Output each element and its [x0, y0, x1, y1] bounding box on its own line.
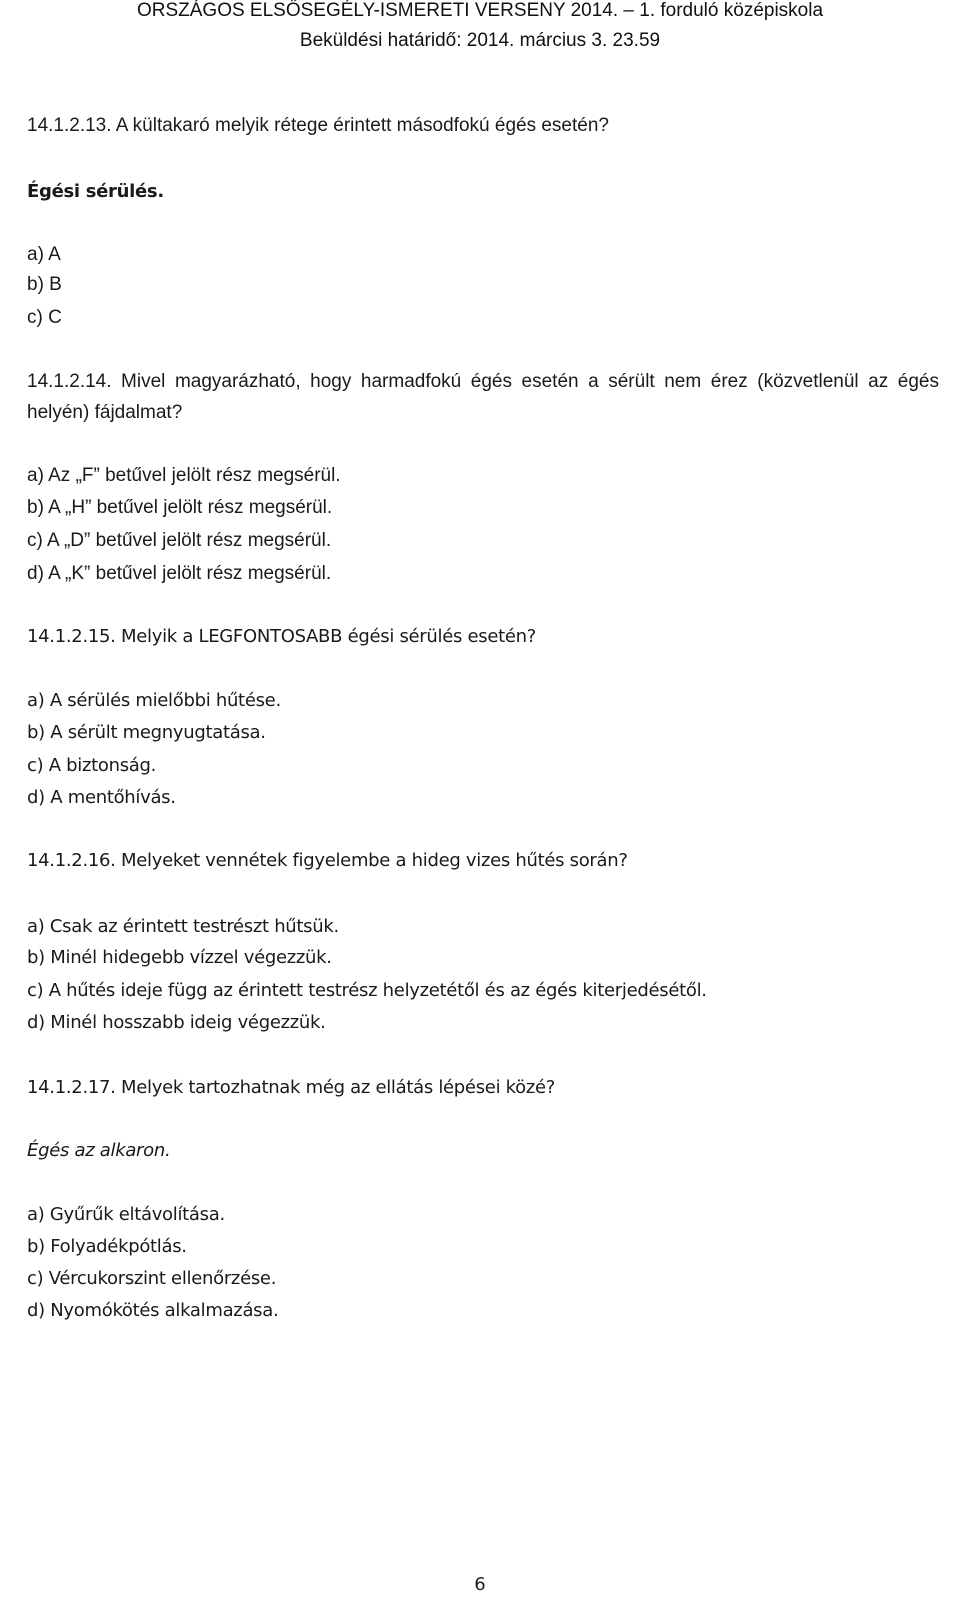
question-13: 14.1.2.13. A kültakaró melyik rétege érintett másodfokú égés esetén? — [27, 115, 609, 136]
option-14d: d) A „K” betűvel jelölt rész megsérül. — [27, 563, 332, 584]
option-16a: a) Csak az érintett testrészt hűtsük. — [27, 916, 339, 937]
option-16b: b) Minél hidegebb vízzel végezzük. — [27, 947, 332, 968]
option-17a: a) Gyűrűk eltávolítása. — [27, 1204, 225, 1225]
option-13a: a) A — [27, 244, 61, 265]
option-17d: d) Nyomókötés alkalmazása. — [27, 1300, 279, 1321]
option-17b: b) Folyadékpótlás. — [27, 1236, 187, 1257]
option-16d: d) Minél hosszabb ideig végezzük. — [27, 1012, 326, 1033]
question-15: 14.1.2.15. Melyik a LEGFONTOSABB égési sérülés esetén? — [27, 626, 536, 647]
option-17c: c) Vércukorszint ellenőrzése. — [27, 1268, 277, 1289]
header-deadline: Beküldési határidő: 2014. március 3. 23.59 — [299, 30, 661, 51]
option-15b: b) A sérült megnyugtatása. — [27, 722, 266, 743]
header-title: ORSZÁGOS ELSŐSEGÉLY-ISMERETI VERSENY 2014. – 1. forduló középiskola — [136, 0, 824, 21]
option-13c: c) C — [27, 307, 62, 328]
option-14b: b) A „H” betűvel jelölt rész megsérül. — [27, 497, 333, 518]
option-16c: c) A hűtés ideje függ az érintett testrész helyzetétől és az égés kiterjedésétől. — [27, 980, 707, 1001]
scenario-text: Égés az alkaron. — [27, 1140, 171, 1161]
option-13b: b) B — [27, 274, 62, 295]
question-16: 14.1.2.16. Melyeket vennétek figyelembe a hideg vizes hűtés során? — [27, 850, 628, 871]
question-17: 14.1.2.17. Melyek tartozhatnak még az ellátás lépései közé? — [27, 1077, 556, 1098]
option-15c: c) A biztonság. — [27, 755, 157, 776]
option-14a: a) Az „F” betűvel jelölt rész megsérül. — [27, 465, 341, 486]
figure-title: Égési sérülés. — [27, 181, 164, 202]
question-14-line1: 14.1.2.14. Mivel magyarázható, hogy harmadfokú égés esetén a sérült nem érez (közvetlenül az égés — [27, 371, 939, 392]
question-14-line2: helyén) fájdalmat? — [27, 402, 183, 423]
option-15d: d) A mentőhívás. — [27, 787, 176, 808]
option-15a: a) A sérülés mielőbbi hűtése. — [27, 690, 281, 711]
option-14c: c) A „D” betűvel jelölt rész megsérül. — [27, 530, 332, 551]
page-number: 6 — [474, 1574, 486, 1595]
